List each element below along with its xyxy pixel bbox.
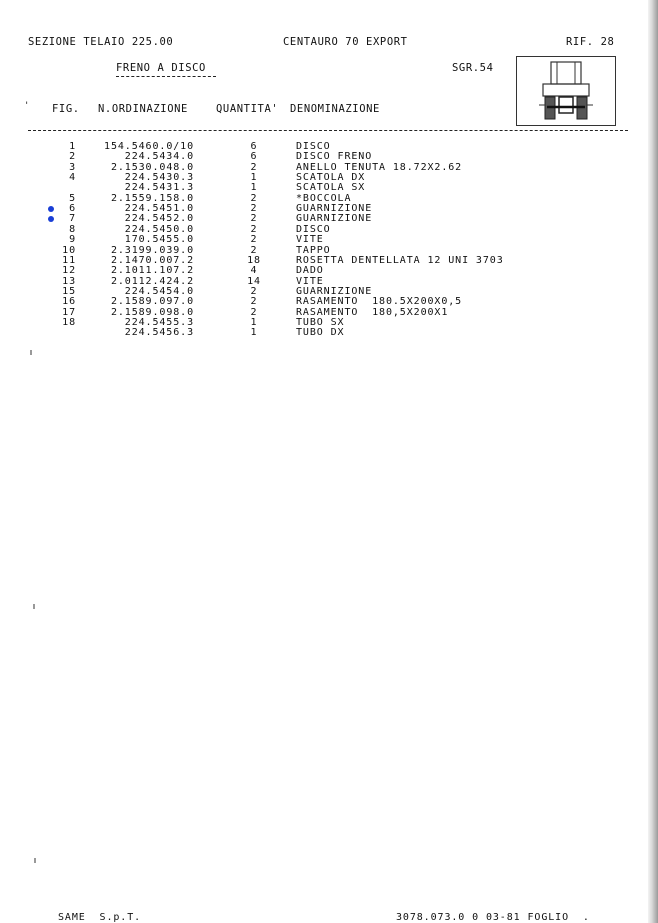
table-row bbox=[0, 183, 640, 193]
column-header-fig: FIG. bbox=[52, 103, 80, 115]
quantity-cell: 2 bbox=[250, 161, 258, 173]
order-number-cell: 224.5431.3 bbox=[124, 182, 194, 194]
quantity-cell: 1 bbox=[250, 172, 258, 184]
order-number-cell: 224.5455.3 bbox=[124, 316, 194, 328]
quantity-cell: 1 bbox=[250, 182, 258, 194]
table-row bbox=[0, 152, 640, 162]
fig-cell: 18 bbox=[62, 316, 76, 328]
tractor-rear-view-icon bbox=[517, 57, 615, 125]
order-number-cell: 224.5430.3 bbox=[124, 172, 194, 184]
description-cell: DISCO bbox=[296, 223, 331, 235]
order-number-cell: 2.3199.039.0 bbox=[110, 244, 194, 256]
page-edge bbox=[648, 0, 658, 923]
table-row bbox=[0, 297, 640, 307]
fig-cell: 16 bbox=[62, 296, 76, 308]
description-cell: SCATOLA SX bbox=[296, 182, 366, 194]
fig-cell: 5 bbox=[69, 192, 76, 204]
description-cell: RASAMENTO 180,5X200X1 bbox=[296, 306, 449, 318]
quantity-cell: 1 bbox=[250, 316, 258, 328]
column-header-order: N.ORDINAZIONE bbox=[98, 103, 188, 115]
quantity-cell: 6 bbox=[250, 151, 258, 163]
order-number-cell: 2.1589.098.0 bbox=[110, 306, 194, 318]
scan-speck bbox=[30, 350, 32, 355]
model-name: CENTAURO 70 EXPORT bbox=[283, 36, 408, 48]
header-divider bbox=[28, 130, 628, 131]
order-number-cell: 224.5451.0 bbox=[124, 203, 194, 215]
footer-doc-code: 3078.073.0 0 03-81 FOGLIO . bbox=[396, 912, 590, 923]
quantity-cell: 6 bbox=[250, 141, 258, 152]
reference-number: RIF. 28 bbox=[566, 36, 615, 48]
quantity-cell: 2 bbox=[250, 234, 258, 246]
table-row bbox=[0, 328, 640, 338]
table-row bbox=[0, 266, 640, 276]
quantity-cell: 2 bbox=[250, 192, 258, 204]
fig-cell: 6 bbox=[69, 203, 76, 215]
fig-cell: 13 bbox=[62, 275, 76, 287]
order-number-cell: 2.1559.158.0 bbox=[110, 192, 194, 204]
quantity-cell: 1 bbox=[250, 327, 258, 339]
order-number-cell: 2.1530.048.0 bbox=[110, 161, 194, 173]
group-title-underline bbox=[116, 76, 216, 77]
table-row bbox=[0, 214, 640, 224]
order-number-cell: 224.5450.0 bbox=[124, 223, 194, 235]
fig-cell: 12 bbox=[62, 265, 76, 277]
quantity-cell: 2 bbox=[250, 306, 258, 318]
description-cell: VITE bbox=[296, 234, 324, 246]
description-cell: *BOCCOLA bbox=[296, 192, 352, 204]
column-header-qty: QUANTITA' bbox=[216, 103, 279, 115]
fig-cell: 4 bbox=[69, 172, 76, 184]
order-number-cell: 224.5454.0 bbox=[124, 285, 194, 297]
quantity-cell: 2 bbox=[250, 203, 258, 215]
quantity-cell: 2 bbox=[250, 285, 258, 297]
quantity-cell: 2 bbox=[250, 223, 258, 235]
fig-cell: 3 bbox=[69, 161, 76, 173]
order-number-cell: 170.5455.0 bbox=[124, 234, 194, 246]
description-cell: TUBO SX bbox=[296, 316, 345, 328]
description-cell: ANELLO TENUTA 18.72X2.62 bbox=[296, 161, 463, 173]
fig-cell: 8 bbox=[69, 223, 76, 235]
order-number-cell: 224.5434.0 bbox=[124, 151, 194, 163]
description-cell: SCATOLA DX bbox=[296, 172, 366, 184]
quantity-cell: 14 bbox=[247, 275, 261, 287]
scan-speck bbox=[33, 604, 35, 609]
margin-mark: ' bbox=[24, 101, 31, 111]
description-cell: DADO bbox=[296, 265, 324, 277]
description-cell: TAPPO bbox=[296, 244, 331, 256]
order-number-cell: 154.5460.0/10 bbox=[104, 141, 194, 152]
description-cell: GUARNIZIONE bbox=[296, 213, 373, 225]
table-row bbox=[0, 277, 640, 287]
order-number-cell: 224.5452.0 bbox=[124, 213, 194, 225]
footer-company: SAME S.p.T. bbox=[58, 912, 142, 923]
scan-speck bbox=[34, 858, 36, 863]
quantity-cell: 2 bbox=[250, 296, 258, 308]
description-cell: TUBO DX bbox=[296, 327, 345, 339]
order-number-cell: 2.1589.097.0 bbox=[110, 296, 194, 308]
order-number-cell: 2.1011.107.2 bbox=[110, 265, 194, 277]
fig-cell: 9 bbox=[69, 234, 76, 246]
fig-cell: 2 bbox=[69, 151, 76, 163]
fig-cell: 7 bbox=[69, 213, 76, 225]
order-number-cell: 2.0112.424.2 bbox=[110, 275, 194, 287]
quantity-cell: 2 bbox=[250, 244, 258, 256]
quantity-cell: 2 bbox=[250, 213, 258, 225]
section-title: SEZIONE TELAIO 225.00 bbox=[28, 36, 174, 48]
description-cell: DISCO FRENO bbox=[296, 151, 373, 163]
description-cell: ROSETTA DENTELLATA 12 UNI 3703 bbox=[296, 254, 504, 266]
description-cell: DISCO bbox=[296, 141, 331, 152]
order-number-cell: 224.5456.3 bbox=[124, 327, 194, 339]
fig-cell: 11 bbox=[62, 254, 76, 266]
fig-cell: 1 bbox=[69, 141, 76, 152]
fig-cell: 15 bbox=[62, 285, 76, 297]
group-title: FRENO A DISCO bbox=[116, 62, 206, 74]
group-code: SGR.54 bbox=[452, 62, 494, 74]
description-cell: RASAMENTO 180.5X200X0,5 bbox=[296, 296, 463, 308]
quantity-cell: 4 bbox=[250, 265, 258, 277]
fig-cell: 17 bbox=[62, 306, 76, 318]
column-header-name: DENOMINAZIONE bbox=[290, 103, 380, 115]
description-cell: GUARNIZIONE bbox=[296, 203, 373, 215]
description-cell: GUARNIZIONE bbox=[296, 285, 373, 297]
tractor-thumbnail bbox=[516, 56, 616, 126]
description-cell: VITE bbox=[296, 275, 324, 287]
table-row bbox=[0, 246, 640, 256]
order-number-cell: 2.1470.007.2 bbox=[110, 254, 194, 266]
fig-cell: 10 bbox=[62, 244, 76, 256]
table-row bbox=[0, 235, 640, 245]
quantity-cell: 18 bbox=[247, 254, 261, 266]
